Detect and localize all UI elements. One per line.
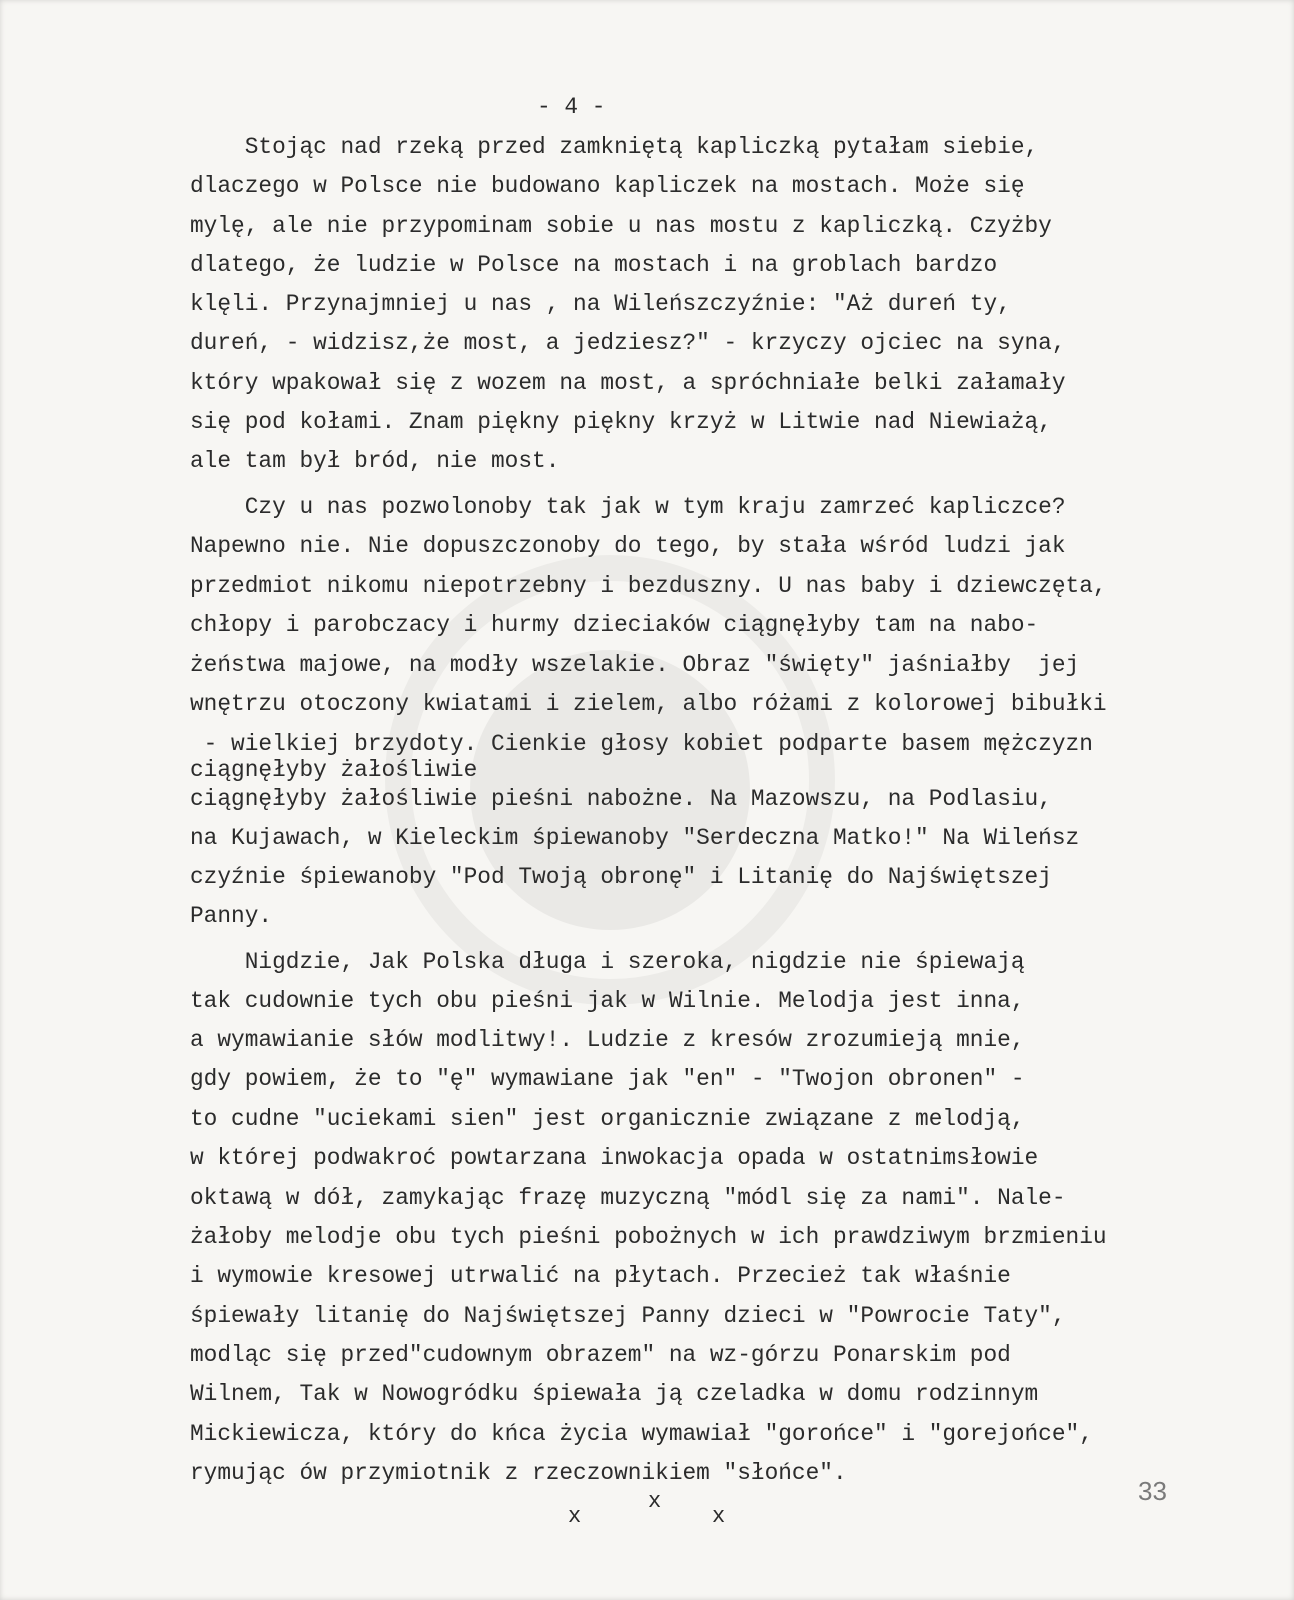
text-line: Stojąc nad rzeką przed zamkniętą kapliczką pytałam siebie, <box>190 134 1039 160</box>
text-line: wnętrzu otoczony kwiatami i zielem, albo różami z kolorowej bibułki <box>190 691 1107 717</box>
text-line: to cudne "uciekami sien" jest organicznie związane z melodją, <box>190 1106 1025 1132</box>
text-line: żałoby melodje obu tych pieśni pobożnych w ich prawdziwym brzmieniu <box>190 1224 1107 1250</box>
text-line: w której podwakroć powtarzana inwokacja opada w ostatnimsłowie <box>190 1145 1039 1171</box>
text-line: mylę, ale nie przypominam sobie u nas mostu z kapliczką. Czyżby <box>190 213 1052 239</box>
text-line: ciągnęłyby żałośliwie pieśni nabożne. Na Mazowszu, na Podlasiu, <box>190 786 1052 812</box>
text-line: się pod kołami. Znam piękny piękny krzyż w Litwie nad Niewiażą, <box>190 409 1052 435</box>
text-line: czyźnie śpiewanoby "Pod Twoją obronę" i Litanię do Najświętszej <box>190 864 1052 890</box>
text-line: Nigdzie, Jak Polska długa i szeroka, nigdzie nie śpiewają <box>190 949 1025 975</box>
section-separator-mark: x <box>568 1504 582 1529</box>
text-line: przedmiot nikomu niepotrzebny i bezduszny. U nas baby i dziewczęta, <box>190 573 1107 599</box>
text-line: ale tam był bród, nie most. <box>190 448 560 474</box>
text-line: dureń, - widzisz,że most, a jedziesz?" - krzyczy ojciec na syna, <box>190 330 1066 356</box>
section-separator-mark: x <box>712 1504 726 1529</box>
text-line: chłopy i parobczacy i hurmy dzieciaków ciągnęłyby tam na nabo- <box>190 612 1039 638</box>
text-line: - wielkiej brzydoty. Cienkie głosy kobiet podparte basem mężczyzn <box>190 731 1093 757</box>
text-line: żeństwa majowe, na modły wszelakie. Obraz "święty" jaśniałby jej <box>190 652 1080 678</box>
page-number: - 4 - <box>537 94 606 120</box>
text-line: Napewno nie. Nie dopuszczonoby do tego, by stała wśród ludzi jak <box>190 533 1066 559</box>
text-line: dlatego, że ludzie w Polsce na mostach i na groblach bardzo <box>190 252 998 278</box>
text-line: Mickiewicza, który do kńca życia wymawiał "gorońce" i "gorejońce", <box>190 1421 1093 1447</box>
text-line: śpiewały litanię do Najświętszej Panny dzieci w "Powrocie Taty", <box>190 1303 1066 1329</box>
text-line: Panny. <box>190 903 273 929</box>
text-line: oktawą w dół, zamykając frazę muzyczną "módl się za nami". Nale- <box>190 1185 1066 1211</box>
text-line: gdy powiem, że to "ę" wymawiane jak "en" - "Twojon obronen" - <box>190 1066 1025 1092</box>
text-line: Czy u nas pozwolonoby tak jak w tym kraju zamrzeć kapliczce? <box>190 494 1066 520</box>
text-line: dlaczego w Polsce nie budowano kapliczek na mostach. Może się <box>190 173 1025 199</box>
text-line: ciągnęłyby żałośliwie <box>190 757 478 783</box>
section-separator-mark: x <box>648 1489 662 1514</box>
text-line: i wymowie kresowej utrwalić na płytach. Przecież tak właśnie <box>190 1263 1011 1289</box>
text-line: a wymawianie słów modlitwy!. Ludzie z kresów zrozumieją mnie, <box>190 1027 1025 1053</box>
text-line: Wilnem, Tak w Nowogródku śpiewała ją czeladka w domu rodzinnym <box>190 1381 1039 1407</box>
text-line: tak cudownie tych obu pieśni jak w Wilnie. Melodja jest inna, <box>190 988 1025 1014</box>
folio-number: 33 <box>1138 1476 1167 1506</box>
text-line: na Kujawach, w Kieleckim śpiewanoby "Serdeczna Matko!" Na Wileńsz <box>190 825 1080 851</box>
text-line: modląc się przed"cudownym obrazem" na wz-górzu Ponarskim pod <box>190 1342 1011 1368</box>
text-line: który wpakował się z wozem na most, a spróchniałe belki załamały <box>190 370 1066 396</box>
text-line: rymując ów przymiotnik z rzeczownikiem "słońce". <box>190 1460 847 1486</box>
text-line: klęli. Przynajmniej u nas , na Wileńszczyźnie: "Aż dureń ty, <box>190 291 1011 317</box>
